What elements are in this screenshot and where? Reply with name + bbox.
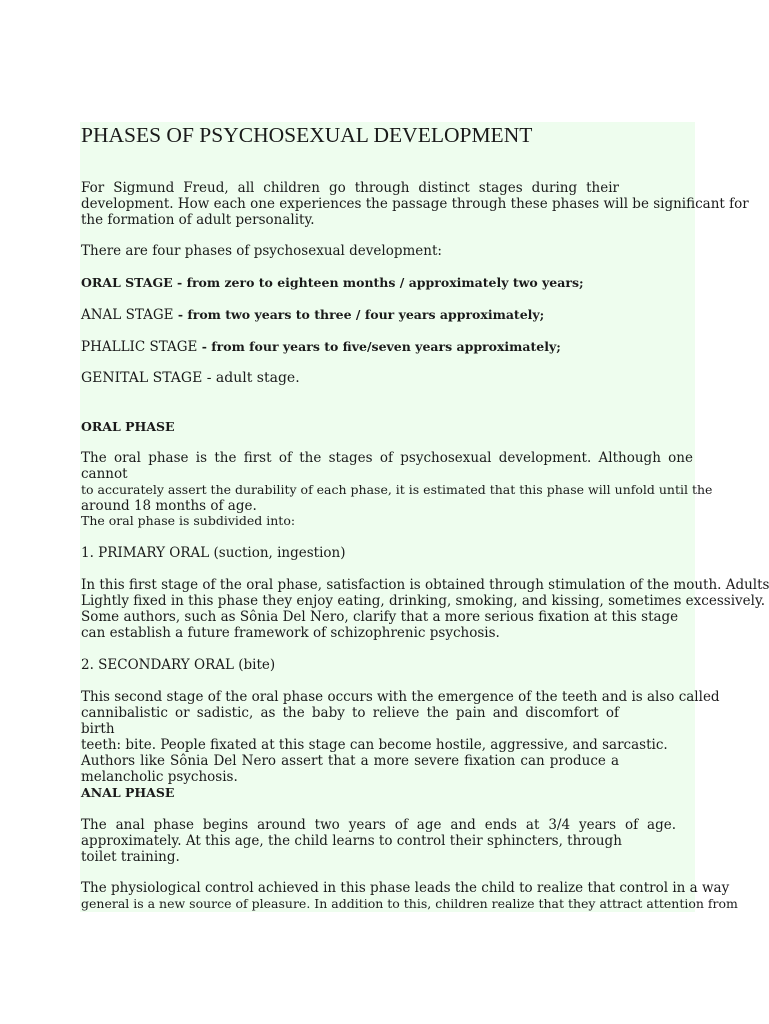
text-line: In this first stage of the oral phase, satisfaction is obtained through stimulation of the mouth. Adults: [81, 577, 769, 593]
text-line: For Sigmund Freud, all children go through distinct stages during their: [81, 180, 619, 196]
stage-name: ANAL STAGE: [81, 307, 174, 323]
stage-name: GENITAL STAGE: [81, 370, 203, 386]
secondary-oral-heading: 2. SECONDARY ORAL (bite): [81, 657, 276, 673]
text-line: This second stage of the oral phase occurs with the emergence of the teeth and is also called: [81, 689, 720, 705]
oral-stage-line: [81, 275, 584, 291]
stage-name: ORAL STAGE: [81, 275, 173, 290]
document-title: PHASES OF PSYCHOSEXUAL DEVELOPMENT: [81, 123, 533, 147]
primary-oral-paragraph: [81, 577, 769, 641]
text-line: toilet training.: [81, 849, 180, 865]
stage-description: - from two years to three / four years approximately;: [173, 307, 545, 322]
text-line: the formation of adult personality.: [81, 212, 315, 228]
secondary-oral-paragraph: [81, 689, 720, 785]
text-line: development. How each one experiences the passage through these phases will be significant for: [81, 196, 749, 212]
text-line: approximately. At this age, the child learns to control their sphincters, through: [81, 833, 622, 849]
document-page: [80, 122, 769, 912]
oral-subdivided-text: The oral phase is subdivided into:: [81, 513, 296, 528]
text-line: melancholic psychosis.: [81, 769, 238, 785]
text-line: general is a new source of pleasure. In addition to this, children realize that they attract attention from: [81, 896, 738, 911]
primary-oral-heading: 1. PRIMARY ORAL (suction, ingestion): [81, 545, 346, 561]
text-line: can establish a future framework of schizophrenic psychosis.: [81, 625, 500, 641]
phallic-stage-line: [81, 339, 561, 355]
text-line: Lightly fixed in this phase they enjoy eating, drinking, smoking, and kissing, sometimes excessively.: [81, 593, 766, 609]
stage-name: PHALLIC STAGE: [81, 339, 198, 355]
text-line: cannibalistic or sadistic, as the baby to relieve the pain and discomfort of birth: [81, 705, 619, 737]
stage-description: - from four years to five/seven years approximately;: [197, 339, 561, 354]
text-line: Some authors, such as Sônia Del Nero, clarify that a more serious fixation at this stage: [81, 609, 679, 625]
text-line: The anal phase begins around two years of age and ends at 3/4 years of age.: [81, 817, 676, 833]
oral-phase-paragraph: [81, 450, 713, 514]
stage-description: - adult stage.: [202, 370, 300, 386]
anal-phase-heading: ANAL PHASE: [81, 785, 175, 800]
text-line: to accurately assert the durability of each phase, it is estimated that this phase will unfold until the: [81, 482, 713, 497]
text-line: teeth: bite. People fixated at this stage can become hostile, aggressive, and sarcastic.: [81, 737, 668, 753]
text-line: The physiological control achieved in this phase leads the child to realize that control in a way: [81, 880, 730, 896]
anal-stage-line: [81, 307, 544, 323]
text-line: around 18 months of age.: [81, 498, 257, 514]
text-line: Authors like Sônia Del Nero assert that a more severe fixation can produce a: [81, 753, 619, 769]
oral-phase-heading: ORAL PHASE: [81, 419, 175, 434]
stage-description: - from zero to eighteen months / approximately two years;: [172, 275, 584, 290]
intro-paragraph: [81, 180, 749, 228]
anal-phase-paragraph: [81, 817, 676, 865]
anal-phase-paragraph-2: [81, 880, 738, 912]
four-phases-intro: There are four phases of psychosexual development:: [81, 243, 442, 259]
text-line: The oral phase is the first of the stages of psychosexual development. Although one cannot: [81, 450, 693, 482]
genital-stage-line: [81, 370, 300, 386]
